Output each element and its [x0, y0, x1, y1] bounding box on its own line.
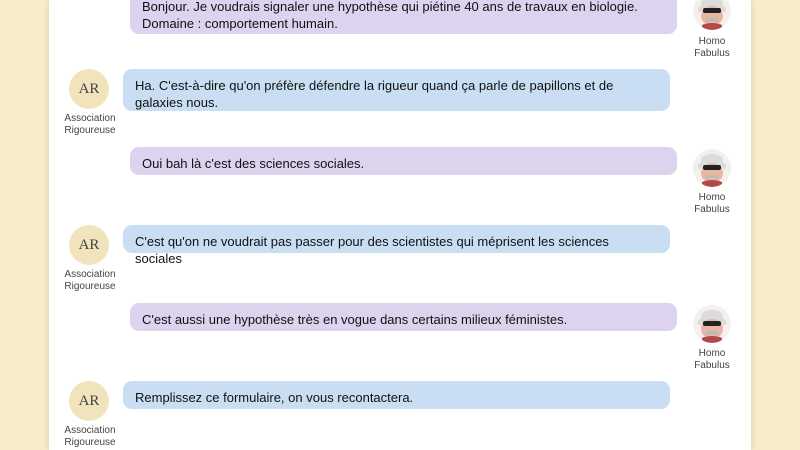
message-text: Remplissez ce formulaire, on vous recontactera.	[135, 390, 414, 405]
message-bubble	[130, 147, 677, 175]
message-text: Ha. C'est-à-dire qu'on préfère défendre la rigueur quand ça parle de papillons et de galaxies nous.	[135, 78, 614, 110]
ar-avatar[interactable]: AR	[69, 69, 109, 109]
message-bubble	[130, 0, 677, 34]
sender-name: Association Rigoureuse	[64, 113, 116, 136]
sender-name: Association Rigoureuse	[64, 425, 116, 448]
message-text: C'est aussi une hypothèse très en vogue dans certains milieux féministes.	[142, 312, 568, 327]
homo-fabulus-avatar[interactable]	[693, 0, 731, 30]
sender-name: Association Rigoureuse	[64, 269, 116, 292]
sender-name: Homo Fabulus	[694, 192, 730, 215]
message-bubble	[123, 381, 670, 409]
message-text: Oui bah là c'est des sciences sociales.	[142, 156, 365, 171]
sender-name: Homo Fabulus	[694, 348, 730, 371]
ar-avatar[interactable]: AR	[69, 381, 109, 421]
chat-panel	[49, 0, 751, 450]
message-bubble	[123, 225, 670, 266]
message-bubble	[130, 303, 677, 331]
cartoon-man-sunglasses-icon	[693, 149, 731, 187]
message-text: Bonjour. Je voudrais signaler une hypothèse qui piétine 40 ans de travaux en biologie. Domaine : comportement humain.	[142, 0, 638, 31]
homo-fabulus-avatar[interactable]	[693, 149, 731, 187]
ar-avatar[interactable]: AR	[69, 225, 109, 265]
message-text: C'est qu'on ne voudrait pas passer pour des scientistes qui méprisent les sciences sociales	[135, 234, 609, 266]
homo-fabulus-avatar[interactable]	[693, 305, 731, 343]
cartoon-man-sunglasses-icon	[693, 0, 731, 30]
cartoon-man-sunglasses-icon	[693, 305, 731, 343]
sender-name: Homo Fabulus	[694, 36, 730, 59]
message-bubble	[123, 69, 670, 111]
